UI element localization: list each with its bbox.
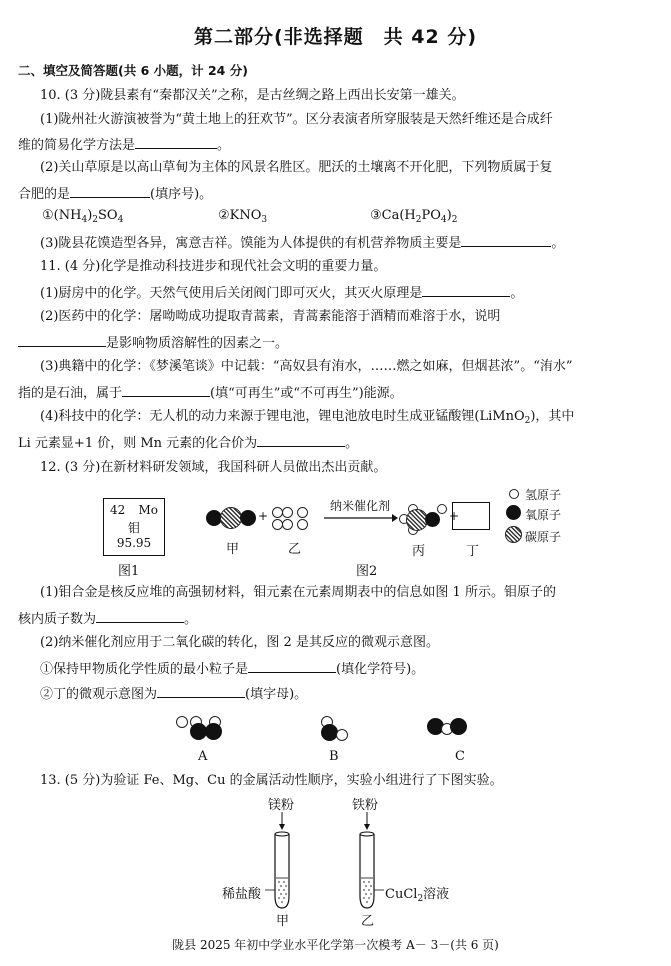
answer-blank[interactable] [96,610,184,623]
answer-blank[interactable] [122,384,210,397]
carbon-atom [220,507,242,529]
plus-sign: + [258,509,269,523]
plus-sign: + [449,509,460,523]
q12-part2-ii: ②丁的微观示意图为 (填字母)。 [40,687,308,702]
q11-stem: 11. (4 分)化学是推动科技进步和现代社会文明的重要力量。 [40,259,387,274]
legend-oxygen-icon [506,505,521,520]
element-card-molybdenum [103,498,165,556]
hydrogen-atom [176,716,188,728]
legend-hydrogen-label: 氢原子 [525,488,562,502]
q13-stem: 13. (5 分)为验证 Fe、Mg、Cu 的金属活动性顺序，实验小组进行了下图实验。 [40,773,503,788]
figure2-caption: 图2 [356,564,378,579]
choice-a-label[interactable]: A [198,749,208,764]
q11-part4-line1: (4)科技中的化学：无人机的动力来源于锂电池，锂电池放电时生成亚锰酸锂(LiMnO$_2$)，其中 [40,409,575,426]
page-footer: 陇县 2025 年初中学业水平化学第一次模考 A－ 3－(共 6 页) [172,938,499,952]
catalyst-label: 纳米催化剂 [330,499,391,513]
option-3: $③Ca(H_2PO_4)_2$ [370,208,458,225]
dilute-hcl-label: 稀盐酸 [222,887,262,902]
label-jia: 甲 [226,542,240,557]
q10-part1-line1: (1)陇州社火游演被誉为“黄土地上的狂欢节”。区分表演者所穿服装是天然纤维还是合成纤 [40,112,553,127]
atomic-number: 42 [110,503,126,517]
q10-part1-line2: 维的简易化学方法是 。 [18,138,231,153]
answer-blank[interactable] [70,185,150,198]
tube-yi-label: 乙 [361,914,375,929]
unknown-product-box[interactable] [452,502,490,530]
q10-part2-line2: 合肥的是 (填序号)。 [18,187,213,202]
page-title: 第二部分(非选择题 共 42 分) [193,26,478,48]
hydrogen-atom [297,507,308,518]
iron-powder-label: 铁粉 [352,798,379,813]
q12-part1-line1: (1)钼合金是核反应堆的高强韧材料，钼元素在元素周期表中的信息如图 1 所示。钼原子的 [40,585,556,600]
label-yi: 乙 [288,542,302,557]
q12-part1-line2: 核内质子数为 。 [18,612,198,627]
oxygen-atom [205,723,222,740]
q11-part3-line1: (3)典籍中的化学：《梦溪笔谈》中记载：“高奴县有洧水，……燃之如麻，但烟甚浓”。“洧水” [40,359,573,374]
oxygen-atom [450,718,467,735]
answer-blank[interactable] [461,234,551,247]
q12-part2: (2)纳米催化剂应用于二氧化碳的转化，图 2 是其反应的微观示意图。 [40,635,439,650]
atomic-mass: 95.95 [116,536,152,550]
test-tube-apparatus [260,810,400,914]
q12-stem: 12. (3 分)在新材料研发领域，我国科研人员做出杰出贡献。 [40,460,387,475]
q11-part1: (1)厨房中的化学。天然气使用后关闭阀门即可灭火，其灭火原理是 。 [40,286,524,301]
answer-blank[interactable] [422,284,510,297]
label-bing: 丙 [412,544,426,559]
figure1-caption: 图1 [118,564,140,579]
hydrogen-atom [297,519,308,530]
option-1: $①(NH_4)_2SO_4$ [42,208,124,225]
section-heading: 二、填空及简答题(共 6 小题，计 24 分) [18,63,248,78]
answer-blank[interactable] [18,334,106,347]
reaction-arrow [322,513,398,523]
hydrogen-atom [282,519,293,530]
tube-jia-label: 甲 [276,914,290,929]
choice-b-label[interactable]: B [329,749,339,764]
answer-blank[interactable] [248,660,336,673]
hydrogen-atom [437,504,447,514]
oxygen-atom [425,512,440,527]
legend-carbon-icon [505,526,522,543]
element-symbol: Mo [138,503,158,517]
answer-blank[interactable] [135,136,217,149]
q12-part2-i: ①保持甲物质化学性质的最小粒子是 (填化学符号)。 [40,662,425,677]
q10-part2-line1: (2)关山草原是以高山草甸为主体的风景名胜区。肥沃的土壤离不开化肥，下列物质属于复 [40,160,553,175]
answer-blank[interactable] [157,685,245,698]
legend-carbon-label: 碳原子 [525,530,562,544]
q11-part4-line2: Li 元素显+1 价，则 Mn 元素的化合价为 。 [18,436,359,451]
option-2: $②KNO_3$ [218,208,268,225]
q10-part3: (3)陇县花馍造型各异，寓意吉祥。馍能为人体提供的有机营养物质主要是 。 [40,236,565,251]
q11-part3-line2: 指的是石油，属于 (填“可再生”或“不可再生”)能源。 [18,386,403,401]
legend-oxygen-label: 氧原子 [525,508,562,522]
magnesium-powder-label: 镁粉 [268,798,295,813]
hydrogen-atom [282,507,293,518]
copper-chloride-label: CuCl$_2$溶液 [385,887,450,904]
answer-blank[interactable] [257,434,345,447]
element-name: 钼 [127,521,140,535]
choice-c-label[interactable]: C [455,749,465,764]
q11-part2-line1: (2)医药中的化学：屠呦呦成功提取青蒿素，青蒿素能溶于酒精而难溶于水，说明 [40,309,501,324]
q11-part2-line2: 是影响物质溶解性的因素之一。 [18,334,657,352]
label-ding: 丁 [466,544,480,559]
q10-stem: 10. (3 分)陇县素有“秦都汉关”之称，是古丝绸之路上西出长安第一雄关。 [40,88,465,103]
legend-hydrogen-icon [509,489,519,499]
oxygen-atom [240,510,256,526]
hydrogen-atom [336,729,348,741]
